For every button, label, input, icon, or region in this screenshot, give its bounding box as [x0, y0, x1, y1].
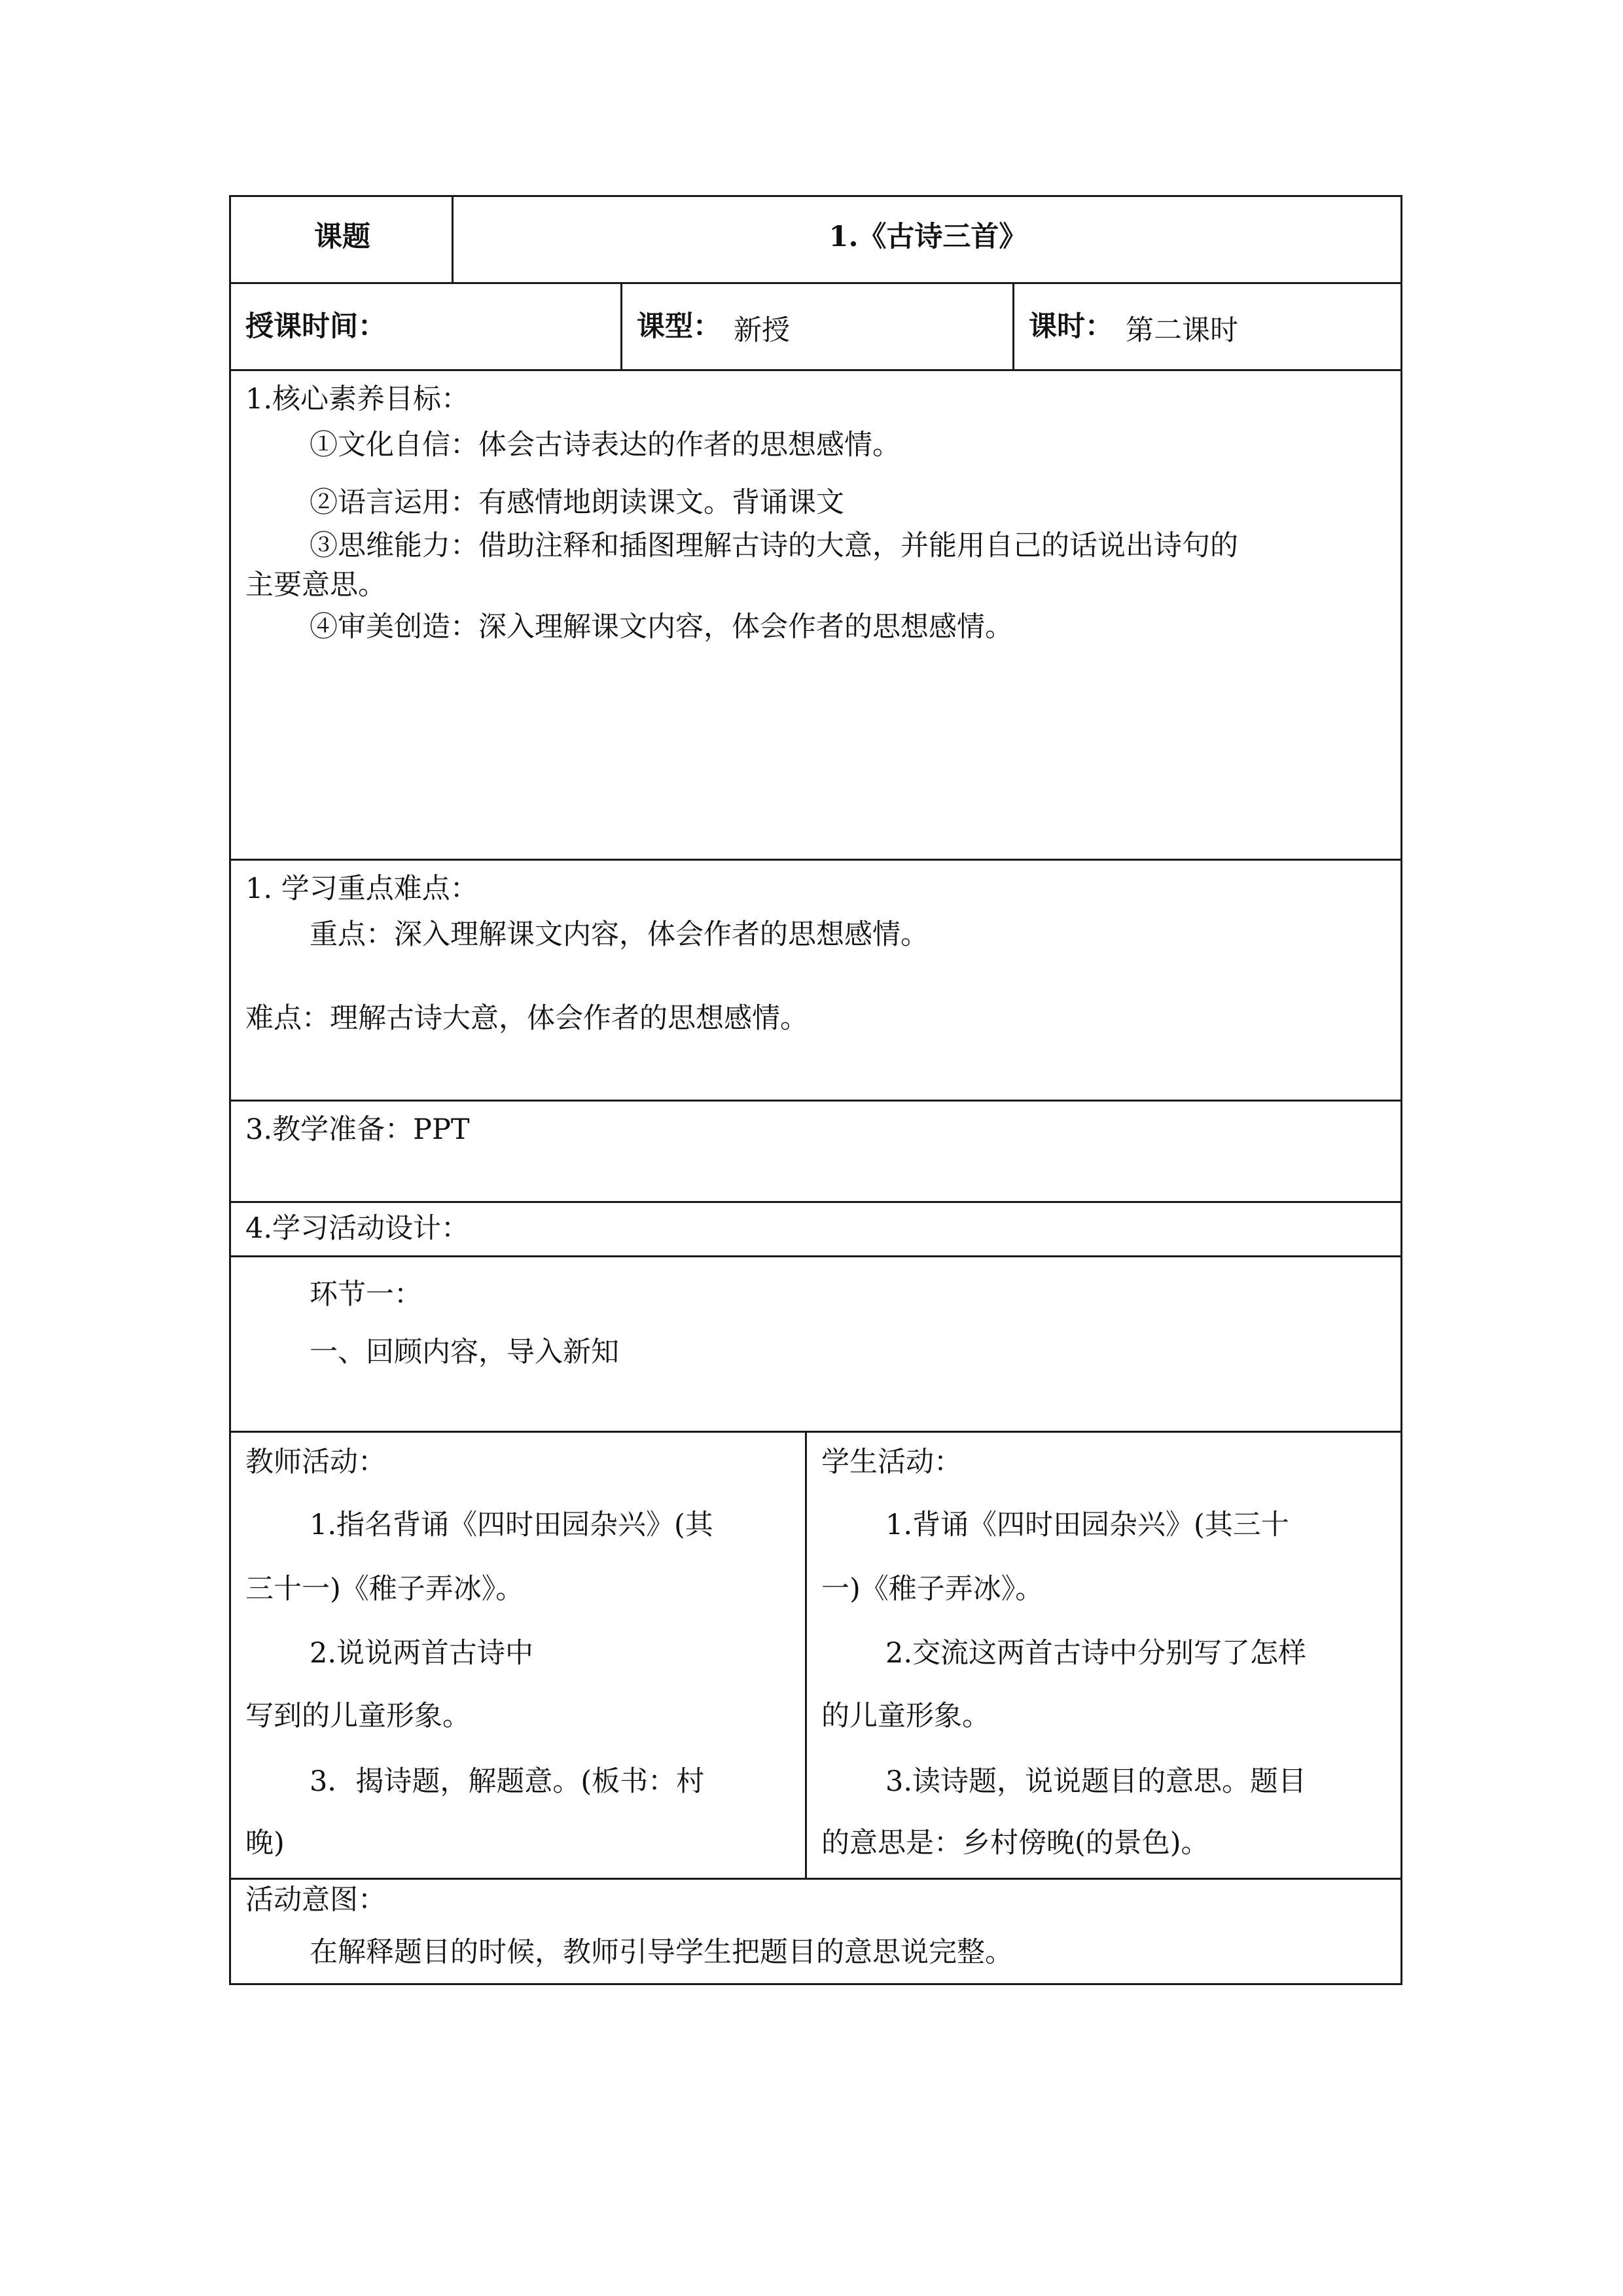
- stage-row: [230, 1257, 1402, 1432]
- student-activity-line: 3.读诗题，说说题目的意思。题目: [885, 1765, 1307, 1798]
- student-activity-line: 一)《稚子弄冰》。: [821, 1573, 1044, 1605]
- objective-item: ②语言运用：有感情地朗读课文。背诵课文: [310, 486, 844, 519]
- intent-cell: [230, 1879, 1402, 1984]
- lesson-plan-table: [229, 195, 1402, 1985]
- student-activity-line: 的意思是：乡村傍晚(的景色)。: [821, 1827, 1209, 1859]
- preparation-text: 3.教学准备：PPT: [245, 1113, 470, 1146]
- activity-design-title: 4.学习活动设计：: [245, 1212, 470, 1245]
- teacher-activity-line: 晚): [245, 1827, 285, 1859]
- key-points-cell: [230, 860, 1402, 1101]
- intent-text: 在解释题目的时候，教师引导学生把题目的意思说完整。: [310, 1936, 1013, 1969]
- intent-row: [230, 1879, 1402, 1984]
- stage-cell: [230, 1257, 1402, 1432]
- stage-label: 环节一：: [310, 1278, 422, 1311]
- preparation-cell: [230, 1101, 1402, 1202]
- intent-title: 活动意图：: [245, 1884, 386, 1916]
- objective-item: ①文化自信：体会古诗表达的作者的思想感情。: [310, 429, 901, 461]
- topic-label: 课题: [314, 221, 370, 253]
- time-label: 授课时间：: [245, 310, 386, 343]
- type-cell: [622, 283, 1014, 370]
- teacher-activity-line: 1.指名背诵《四时田园杂兴》(其: [310, 1509, 713, 1541]
- student-activity-line: 的儿童形象。: [821, 1700, 990, 1732]
- teacher-activity-line: 写到的儿童形象。: [245, 1700, 471, 1732]
- activity-design-cell: [230, 1202, 1402, 1257]
- student-activity-title: 学生活动：: [821, 1446, 962, 1479]
- time-cell: [230, 283, 622, 370]
- period-value: 第二课时: [1126, 314, 1238, 347]
- teacher-activity-title: 教师活动：: [245, 1446, 386, 1479]
- objectives-title: 1.核心素养目标：: [245, 383, 470, 416]
- objective-item: ④审美创造：深入理解课文内容，体会作者的思想感情。: [310, 611, 1013, 643]
- objective-item: ③思维能力：借助注释和插图理解古诗的大意，并能用自己的话说出诗句的: [310, 529, 1238, 562]
- topic-value-cell: [453, 196, 1402, 283]
- student-activity-cell: [806, 1432, 1402, 1879]
- schedule-row: [230, 283, 1402, 370]
- period-label: 课时：: [1029, 310, 1113, 343]
- topic-row: [230, 196, 1402, 283]
- teacher-activity-line: 2.说说两首古诗中: [310, 1637, 534, 1670]
- stage-title: 一、回顾内容，导入新知: [310, 1336, 619, 1369]
- topic-value: 1.《古诗三首》: [829, 221, 1027, 253]
- objectives-row: [230, 370, 1402, 860]
- teacher-activity-cell: [230, 1432, 806, 1879]
- student-activity-line: 2.交流这两首古诗中分别写了怎样: [885, 1637, 1307, 1670]
- key-points-title: 1. 学习重点难点：: [245, 872, 478, 905]
- key-points-row: [230, 860, 1402, 1101]
- key-point-focus: 重点：深入理解课文内容，体会作者的思想感情。: [310, 918, 929, 951]
- teacher-activity-line: 3．揭诗题，解题意。(板书：村: [310, 1765, 705, 1798]
- objectives-cell: [230, 370, 1402, 860]
- teacher-activity-line: 三十一)《稚子弄冰》。: [245, 1573, 524, 1605]
- activity-design-row: [230, 1202, 1402, 1257]
- student-activity-line: 1.背诵《四时田园杂兴》(其三十: [885, 1509, 1289, 1541]
- topic-label-cell: [230, 196, 453, 283]
- objective-item-continued: 主要意思。: [245, 569, 386, 601]
- preparation-row: [230, 1101, 1402, 1202]
- key-point-difficulty: 难点：理解古诗大意，体会作者的思想感情。: [245, 1002, 808, 1035]
- type-label: 课型：: [637, 310, 721, 343]
- period-cell: [1014, 283, 1402, 370]
- activities-row: [230, 1432, 1402, 1879]
- type-value: 新授: [734, 314, 790, 347]
